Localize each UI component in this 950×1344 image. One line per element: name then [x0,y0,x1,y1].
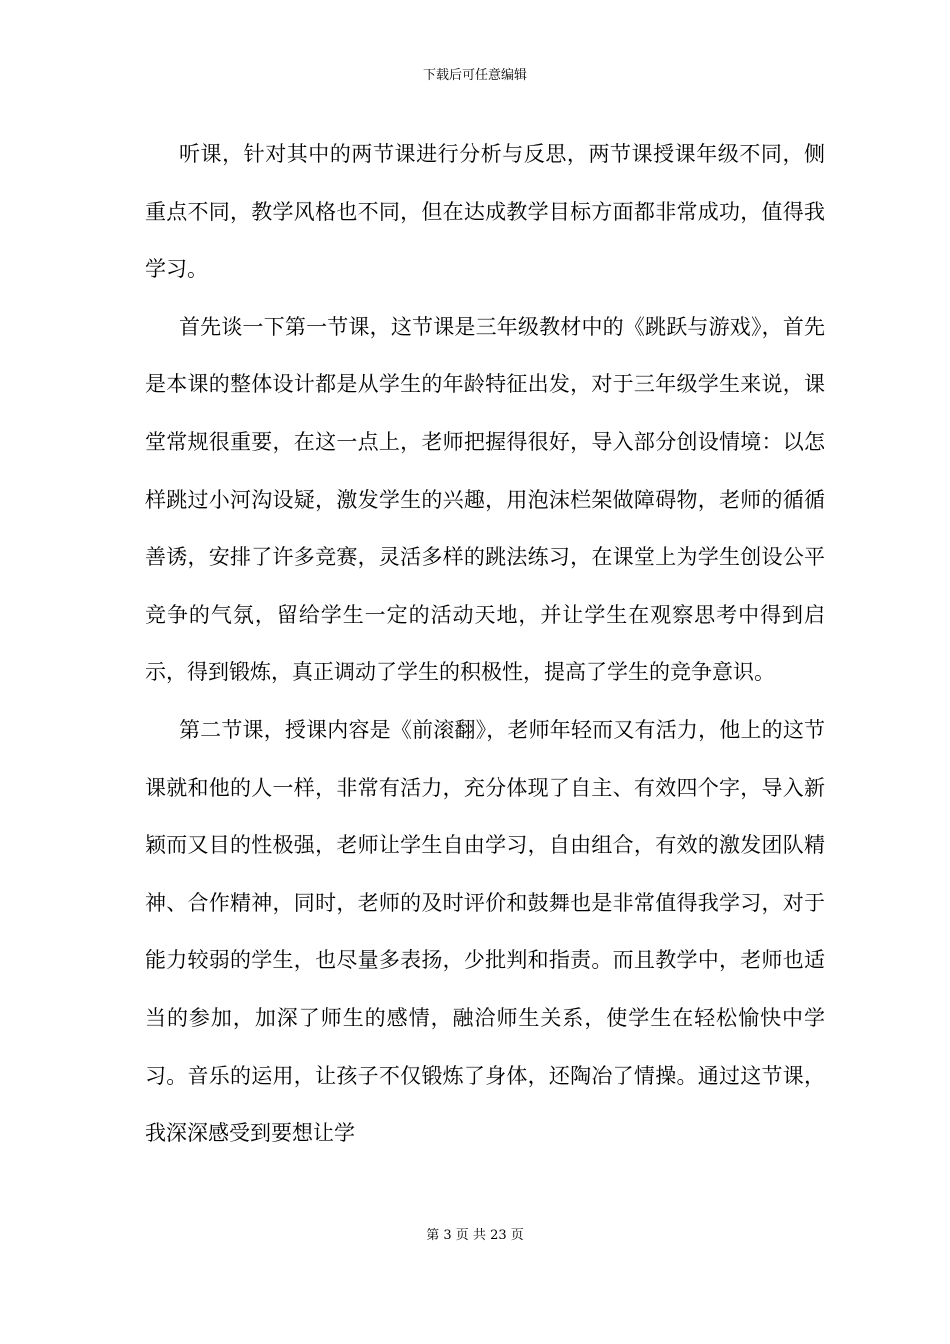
document-body [145,126,825,1163]
footer-total-pages: 23 [490,1228,507,1243]
page-header [0,68,950,84]
paragraph-2: 首先谈一下第一节课，这节课是三年级教材中的《跳跃与游戏》，首先是本课的整体设计都是从学生的年龄特征出发，对于三年级学生来说，课堂常规很重要，在这一点上，老师把握得很好，导入部分创设情境：以怎样跳过小河沟设疑，激发学生的兴趣，用泡沫栏架做障碍物，老师的循循善诱，安排了许多竞赛，灵活多样的跳法练习，在课堂上为学生创设公平竞争的气氛，留给学生一定的活动天地，并让学生在观察思考中得到启示，得到锻炼，真正调动了学生的积极性，提高了学生的竞争意识。 [145,314,825,685]
paragraph-3: 第二节课，授课内容是《前滚翻》，老师年轻而又有活力，他上的这节课就和他的人一样，非常有活力，充分体现了自主、有效四个字，导入新颖而又目的性极强，老师让学生自由学习，自由组合，有效的激发团队精神、合作精神，同时，老师的及时评价和鼓舞也是非常值得我学习，对于能力较弱的学生，也尽量多表扬，少批判和指责。而且教学中，老师也适当的参加，加深了师生的感情，融洽师生关系，使学生在轻松愉快中学习。音乐的运用，让孩子不仅锻炼了身体，还陶冶了情操。通过这节课，我深深感受到要想让学 [145,717,825,1146]
footer-current-page: 3 [443,1228,452,1243]
footer-middle: 页 共 [455,1228,486,1243]
page-footer [0,1228,950,1244]
footer-prefix: 第 [426,1228,440,1243]
header-text: 下载后可任意编辑 [422,68,527,83]
paragraph-1: 听课，针对其中的两节课进行分析与反思，两节课授课年级不同，侧重点不同，教学风格也不同，但在达成教学目标方面都非常成功，值得我学习。 [145,142,825,282]
footer-suffix: 页 [510,1228,524,1243]
